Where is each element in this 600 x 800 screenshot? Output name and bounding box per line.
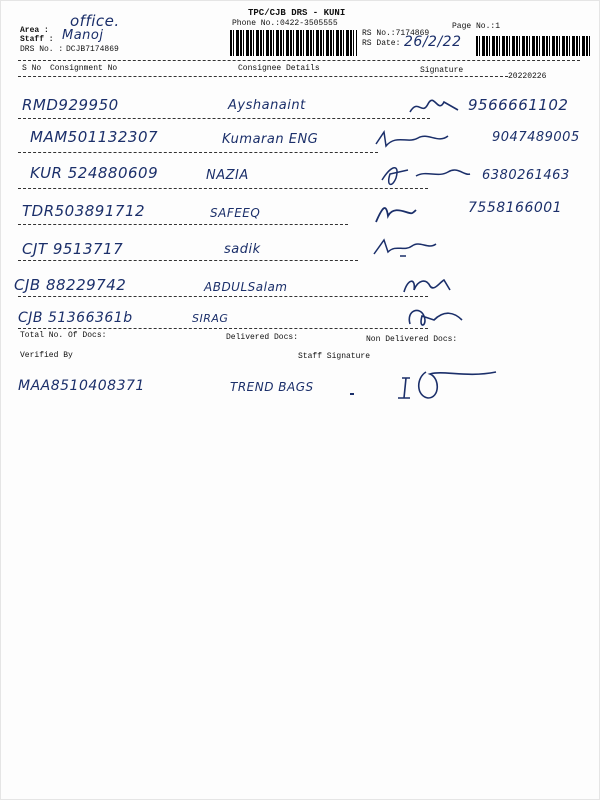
signature-mark xyxy=(372,128,452,150)
consignment-no: RMD929950 xyxy=(22,96,119,114)
signature-mark xyxy=(370,234,442,260)
consignment-no: CJB 88229742 xyxy=(14,276,127,294)
staff-signature-mark xyxy=(346,364,506,406)
row-divider xyxy=(18,328,428,329)
row-divider xyxy=(18,296,428,297)
drs-number: DCJB7174869 xyxy=(66,45,119,54)
consignee-name: NAZIA xyxy=(206,168,249,183)
signature-mark xyxy=(378,160,474,190)
rs-number: RS No.:7174869 xyxy=(362,29,430,38)
signature-mark xyxy=(372,198,420,226)
area-label: Area : xyxy=(20,26,49,35)
consignment-no: TDR503891712 xyxy=(22,202,146,220)
consignment-no: CJT 9513717 xyxy=(22,240,124,258)
phone-number: Phone No.:0422-3505555 xyxy=(232,19,338,28)
staff-label: Staff : xyxy=(20,35,54,44)
rs-date-label: RS Date: xyxy=(362,39,401,48)
staff-value: Manoj xyxy=(62,28,104,43)
barcode-right xyxy=(476,36,590,56)
consignee-phone: 9566661102 xyxy=(468,96,569,114)
signature-mark xyxy=(400,272,456,298)
header-divider-bottom xyxy=(18,76,508,77)
delivered-docs-label: Delivered Docs: xyxy=(226,333,299,342)
rs-date-value: 26/2/22 xyxy=(404,34,462,50)
extra-consignment-no: MAA8510408371 xyxy=(18,378,145,394)
consignee-name: Ayshanaint xyxy=(228,98,306,113)
area-value: office. xyxy=(70,12,120,30)
consignee-phone: 9047489005 xyxy=(492,130,580,145)
consignee-phone: 7558166001 xyxy=(468,200,563,216)
verified-by-label: Verified By xyxy=(20,351,73,360)
row-divider xyxy=(18,188,428,189)
sheet-title: TPC/CJB DRS - KUNI xyxy=(248,8,346,18)
col-sno: S No xyxy=(22,64,42,73)
signature-mark xyxy=(408,96,464,118)
consignee-name: SIRAG xyxy=(192,312,229,325)
barcode-left xyxy=(230,30,357,56)
staff-signature-label: Staff Signature xyxy=(298,352,371,361)
col-consignee: Consignee Details xyxy=(238,64,320,73)
consignee-phone: 6380261463 xyxy=(482,168,570,183)
consignment-no: MAM501132307 xyxy=(30,128,159,146)
total-docs-label: Total No. Of Docs: xyxy=(20,331,107,340)
consignee-name: SAFEEQ xyxy=(210,206,261,220)
page-number: Page No.:1 xyxy=(452,22,501,31)
col-signature: Signature xyxy=(420,66,464,75)
date-stamp: 20220226 xyxy=(508,72,547,81)
col-consignment: Consignment No xyxy=(50,64,118,73)
consignment-no: CJB 51366361b xyxy=(18,310,133,326)
extra-consignee-name: TREND BAGS xyxy=(230,380,314,394)
row-divider xyxy=(18,118,430,119)
drs-label: DRS No. : xyxy=(20,45,64,54)
row-divider xyxy=(18,152,378,153)
header-divider-top xyxy=(18,60,580,61)
non-delivered-docs-label: Non Delivered Docs: xyxy=(366,335,458,344)
row-divider xyxy=(18,260,358,261)
consignee-name: ABDULSalam xyxy=(204,280,288,294)
row-divider xyxy=(18,224,348,225)
consignee-name: Kumaran ENG xyxy=(222,132,319,147)
consignment-no: KUR 524880609 xyxy=(30,164,159,182)
consignee-name: sadik xyxy=(224,242,261,257)
